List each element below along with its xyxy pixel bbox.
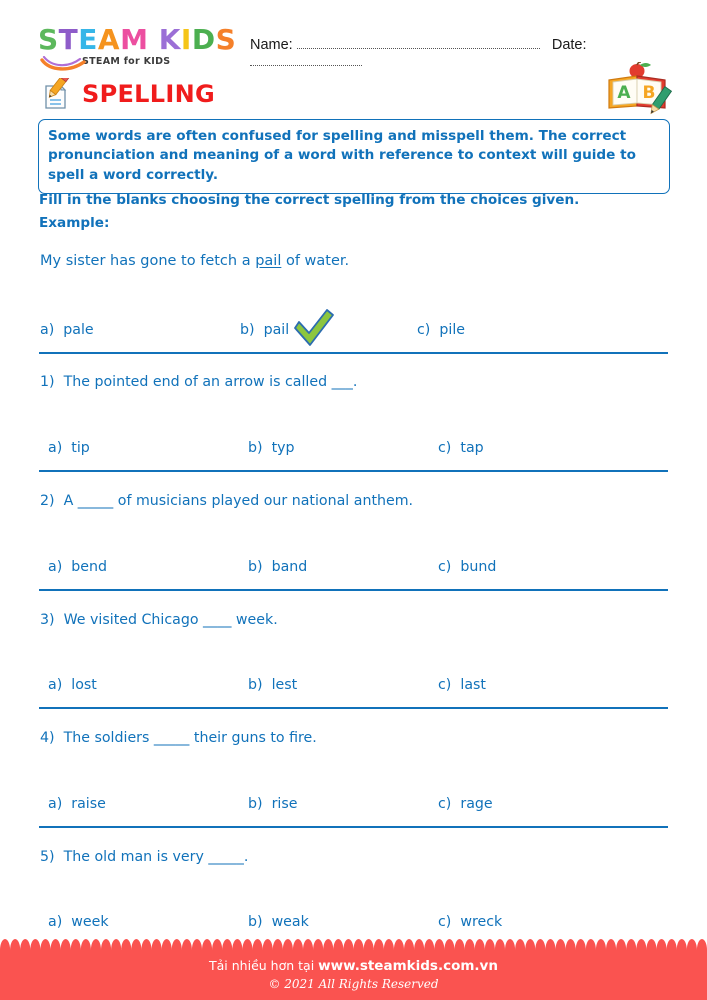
question-text-3 [40, 612, 278, 628]
footer-bar [0, 950, 707, 1000]
correct-answer-check-icon [292, 308, 336, 348]
footer-copyright: © 2021 All Rights Reserved [268, 977, 439, 991]
logo-letter: S [38, 23, 59, 56]
option-word: tap [460, 440, 484, 456]
page-title: SPELLING [82, 80, 215, 108]
instruction-text: Some words are often confused for spelling and misspell them. The correct pronunciation and meaning of a word with reference to context will guide to spell a word correctly. [48, 128, 636, 183]
option-word: pale [63, 322, 94, 338]
instruction-box [38, 119, 670, 194]
name-label: Name: [250, 37, 293, 53]
option-word: last [460, 677, 486, 693]
question-number: 1) [40, 374, 55, 390]
question-text-5 [40, 849, 248, 865]
option-letter: a) [48, 559, 63, 575]
option-letter: b) [248, 914, 263, 930]
options-row-1 [0, 440, 707, 462]
question-number: 5) [40, 849, 55, 865]
question-1-option-c[interactable] [438, 440, 484, 456]
question-5-option-b[interactable] [248, 914, 309, 930]
option-letter: c) [438, 440, 452, 456]
svg-text:A: A [617, 83, 631, 103]
question-number: 2) [40, 493, 55, 509]
divider-2 [39, 589, 668, 591]
logo-wordmark [38, 23, 237, 56]
option-letter: b) [248, 796, 263, 812]
option-letter: c) [417, 322, 431, 338]
option-word: week [71, 914, 109, 930]
question-4-option-a[interactable] [48, 796, 106, 812]
example-sentence-before: My sister has gone to fetch a [40, 253, 256, 269]
name-input-line[interactable] [297, 36, 540, 49]
option-word: band [271, 559, 308, 575]
option-letter: a) [48, 440, 63, 456]
option-word: lost [71, 677, 97, 693]
option-letter: b) [248, 677, 263, 693]
date-label: Date: [551, 37, 587, 53]
footer-website[interactable]: www.steamkids.com.vn [318, 958, 498, 974]
question-number: 3) [40, 612, 55, 628]
question-3-option-c[interactable] [438, 677, 486, 693]
name-date-row [250, 36, 680, 60]
logo-letter: E [78, 23, 98, 56]
date-input-line[interactable] [250, 53, 362, 66]
logo-tagline: STEAM for KIDS [82, 56, 171, 67]
question-2-option-a[interactable] [48, 559, 107, 575]
logo-letter: D [191, 23, 216, 56]
options-row-3 [0, 677, 707, 699]
question-2-option-c[interactable] [438, 559, 496, 575]
example-options-row [0, 322, 707, 344]
svg-text:B: B [642, 83, 656, 103]
option-word: rise [271, 796, 298, 812]
question-5-option-c[interactable] [438, 914, 502, 930]
footer-prefix: Tải nhiều hơn tại [209, 958, 319, 973]
question-text-4 [40, 730, 317, 746]
question-text-2 [40, 493, 413, 509]
option-word: typ [271, 440, 295, 456]
logo-swoosh-icon [40, 56, 88, 74]
example-option-a[interactable] [40, 322, 94, 338]
divider-3 [39, 707, 668, 709]
question-4-option-b[interactable] [248, 796, 297, 812]
question-3-option-a[interactable] [48, 677, 97, 693]
option-word: tip [71, 440, 90, 456]
question-4-option-c[interactable] [438, 796, 493, 812]
option-letter: c) [438, 914, 452, 930]
example-label: Example: [39, 215, 110, 231]
option-word: pile [439, 322, 465, 338]
logo-letter: T [58, 23, 79, 56]
options-row-4 [0, 796, 707, 818]
logo-letter [148, 26, 158, 54]
footer-site-line [0, 958, 707, 974]
option-word: weak [271, 914, 309, 930]
logo-letter: M [120, 23, 149, 56]
question-1-option-b[interactable] [248, 440, 295, 456]
logo-letter: K [158, 23, 181, 56]
question-number: 4) [40, 730, 55, 746]
fill-instruction: Fill in the blanks choosing the correct spelling from the choices given. [39, 192, 580, 208]
question-sentence: A _____ of musicians played our national anthem. [63, 493, 414, 509]
example-sentence-after: of water. [281, 253, 350, 269]
page-footer [0, 940, 707, 1000]
question-2-option-b[interactable] [248, 559, 307, 575]
question-5-option-a[interactable] [48, 914, 109, 930]
option-word: wreck [460, 914, 503, 930]
example-sentence [40, 253, 349, 269]
steam-kids-logo [38, 23, 237, 67]
option-word: bund [460, 559, 497, 575]
pencil-writing-icon [38, 78, 72, 112]
divider-example [39, 352, 668, 354]
question-sentence: The pointed end of an arrow is called ___. [63, 374, 358, 390]
question-sentence: We visited Chicago ____ week. [63, 612, 278, 628]
option-word: bend [71, 559, 107, 575]
divider-4 [39, 826, 668, 828]
question-1-option-a[interactable] [48, 440, 90, 456]
option-word: pail [263, 322, 290, 338]
logo-letter: I [180, 23, 192, 56]
option-letter: a) [48, 914, 63, 930]
footer-scallop-decoration [0, 939, 707, 950]
logo-letter: S [215, 23, 237, 56]
option-letter: c) [438, 796, 452, 812]
page-header [0, 0, 707, 108]
question-3-option-b[interactable] [248, 677, 297, 693]
logo-letter: A [97, 23, 121, 56]
abc-book-icon [601, 62, 675, 118]
option-letter: a) [40, 322, 55, 338]
option-letter: a) [48, 677, 63, 693]
option-letter: c) [438, 559, 452, 575]
question-sentence: The old man is very _____. [63, 849, 249, 865]
options-row-5 [0, 914, 707, 936]
example-option-c[interactable] [417, 322, 465, 338]
option-letter: b) [240, 322, 255, 338]
example-answer: pail [255, 253, 282, 269]
option-letter: a) [48, 796, 63, 812]
option-letter: b) [248, 559, 263, 575]
divider-1 [39, 470, 668, 472]
question-sentence: The soldiers _____ their guns to fire. [63, 730, 317, 746]
question-text-1 [40, 374, 357, 390]
option-letter: c) [438, 677, 452, 693]
options-row-2 [0, 559, 707, 581]
option-word: lest [271, 677, 298, 693]
example-option-b[interactable] [240, 322, 289, 338]
option-letter: b) [248, 440, 263, 456]
option-word: raise [71, 796, 106, 812]
option-word: rage [460, 796, 493, 812]
